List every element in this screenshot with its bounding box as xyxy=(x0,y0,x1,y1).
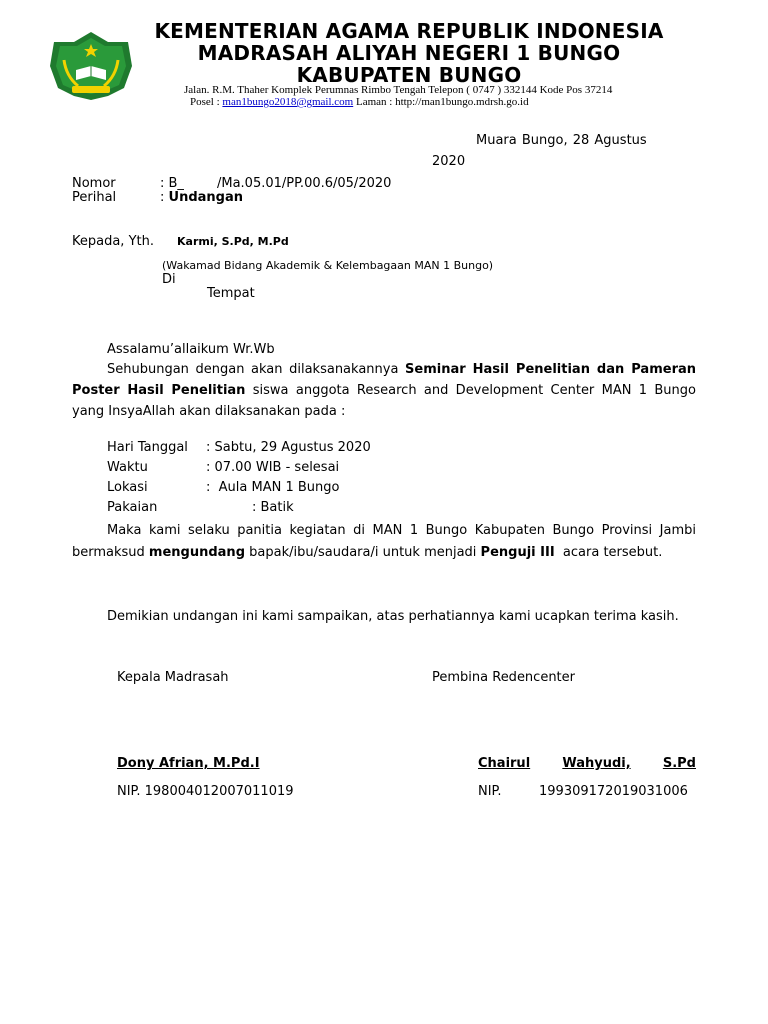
detail-value-location: : Aula MAN 1 Bungo xyxy=(206,480,340,495)
invite-text-a: Maka kami selaku panitia kegiatan di MAN 1 Bungo Kabupaten Bungo Provinsi Jambi bermaksud xyxy=(72,523,696,560)
detail-value-time: : 07.00 WIB - selesai xyxy=(206,460,340,475)
invite-keyword: mengundang xyxy=(148,545,245,560)
recipient-name: Karmi, S.Pd, M.Pd xyxy=(177,235,289,248)
paragraph-intro xyxy=(72,359,696,422)
left-signatory-title: Kepala Madrasah xyxy=(117,670,229,685)
invite-text-c: bapak/ibu/saudara/i untuk menjadi xyxy=(245,545,481,560)
nomor-label: Nomor xyxy=(72,176,116,191)
website-label: Laman : http://man1bungo.mdrsh.go.id xyxy=(355,96,529,108)
event-title: Seminar Hasil Penelitian dan Pameran Poster Hasil Penelitian xyxy=(72,362,697,398)
detail-label-time: Waktu xyxy=(107,460,148,475)
letter-date-year: 2020 xyxy=(432,154,466,169)
right-name-part3: S.Pd xyxy=(662,756,696,771)
email-link[interactable]: man1bungo2018@gmail.com xyxy=(222,96,354,108)
header-contact xyxy=(190,96,529,108)
header-address: Jalan. R.M. Thaher Komplek Perumnas Rimbo Tengah Telepon ( 0747 ) 332144 Kode Pos 37214 xyxy=(184,84,613,96)
perihal-label: Perihal xyxy=(72,190,117,205)
perihal-subject: Undangan xyxy=(168,190,243,205)
right-name-part2: Wahyudi, xyxy=(562,756,631,771)
perihal-colon: : xyxy=(160,190,169,205)
detail-value-date: : Sabtu, 29 Agustus 2020 xyxy=(206,440,371,455)
right-signatory-nip: 199309172019031006 xyxy=(539,784,688,799)
header-school: MADRASAH ALIYAH NEGERI 1 BUNGO xyxy=(197,41,621,65)
header-ministry: KEMENTERIAN AGAMA REPUBLIK INDONESIA xyxy=(154,19,664,43)
kepada-label: Kepada, Yth. xyxy=(72,234,154,249)
detail-label-date: Hari Tanggal xyxy=(107,440,188,455)
intro-text-c: siswa anggota Research and Development Center MAN 1 Bungo yang InsyaAllah akan dilaksanakan pada : xyxy=(72,383,696,419)
left-signatory-nip: NIP. 198004012007011019 xyxy=(117,784,294,799)
detail-label-attire: Pakaian xyxy=(107,500,158,515)
intro-text-a: Sehubungan dengan akan dilaksanakannya xyxy=(107,362,406,377)
greeting: Assalamu’allaikum Wr.Wb xyxy=(107,342,275,357)
left-signatory-name: Dony Afrian, M.Pd.I xyxy=(117,756,260,771)
posel-label: Posel : xyxy=(190,96,220,108)
paragraph-invitation xyxy=(72,520,696,564)
perihal-value xyxy=(160,190,243,205)
header-district: KABUPATEN BUNGO xyxy=(296,63,522,87)
recipient-di: Di xyxy=(162,272,176,287)
right-nip-label: NIP. xyxy=(478,784,502,799)
recipient-place: Tempat xyxy=(207,286,255,301)
letter-date: Muara Bungo, 28 Agustus xyxy=(476,133,647,148)
invite-role: Penguji III xyxy=(480,545,555,560)
right-signatory-name xyxy=(478,756,696,771)
invite-text-e: acara tersebut. xyxy=(554,545,663,560)
nomor-value: : B_ /Ma.05.01/PP.00.6/05/2020 xyxy=(160,176,392,191)
paragraph-closing: Demikian undangan ini kami sampaikan, atas perhatiannya kami ucapkan terima kasih. xyxy=(107,609,679,624)
right-name-part1: Chairul xyxy=(478,756,531,771)
recipient-role: (Wakamad Bidang Akademik & Kelembagaan MAN 1 Bungo) xyxy=(162,259,494,272)
detail-value-attire: : Batik xyxy=(252,500,294,515)
right-signatory-title: Pembina Redencenter xyxy=(432,670,575,685)
detail-label-location: Lokasi xyxy=(107,480,148,495)
